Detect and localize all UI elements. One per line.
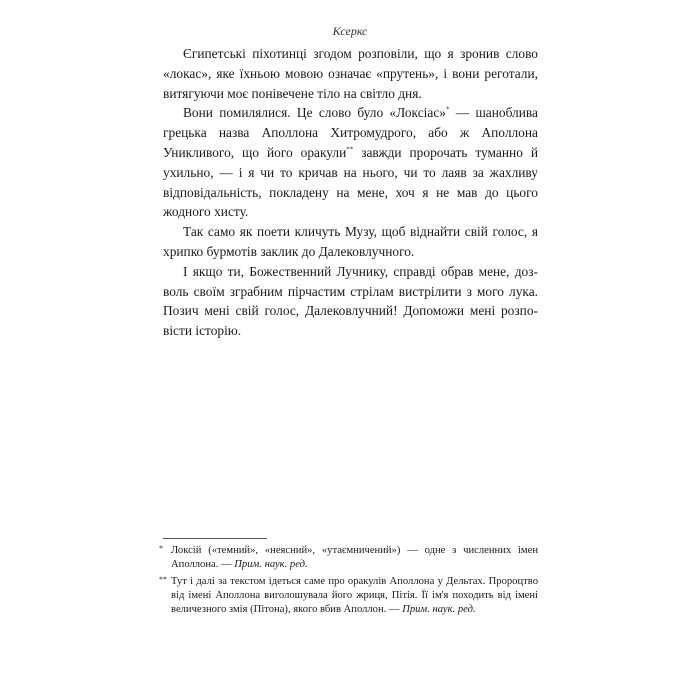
footnote-divider — [163, 538, 267, 539]
main-text — [163, 44, 538, 341]
footnote-2 — [159, 575, 538, 617]
footnote-1 — [159, 544, 538, 572]
paragraph-text: І якщо ти, Божественний Лучнику, справді обрав мене, дозволь своїм зграбним пірчастим стрілам вистрілити з мого лука. Позич мені свій голос, Далековлучний! Допоможи мені розповісти історію. — [163, 263, 538, 339]
footnote-editor-note: Прим. наук. ред. — [234, 559, 308, 570]
paragraph-text: Вони помилялися. Це слово було «Локсіас» — [183, 105, 446, 121]
paragraph-text: завжди пророчать туманно й ухильно, — і я чи то кричав на нього, чи то лаяв за жахливу відповідальність, покладену на мене, хоч я не мав до цього жодного хисту. — [163, 144, 538, 220]
footnote-text: Локсій («темний», «неясний», «утаємничений») — одне з численних імен Аполлона. — — [171, 545, 538, 570]
footnote-ref-1[interactable]: * — [445, 105, 450, 114]
paragraph-3 — [163, 222, 538, 262]
paragraph-text: — шаноблива грецька назва Аполлона Хитромудрого, або ж Аполлона Уникливого, що його оракули — [163, 105, 538, 160]
paragraph-text: Так само як поети кличуть Музу, щоб віднайти свій голос, я хрипко бурмотів заклик до Далековлучного. — [163, 224, 538, 259]
footnote-text: Тут і далі за текстом ідеться саме про оракулів Аполлона у Дельтах. Пророцтво від імені Аполлона виголошувала його жриця, Пітія. Її ім'я походить від імені величезного змія (Пітона), якого вбив Аполлон. — — [171, 576, 538, 615]
paragraph-4 — [163, 262, 538, 341]
paragraph-1 — [163, 44, 538, 103]
running-head: Ксеркс — [332, 24, 368, 38]
footnote-editor-note: Прим. наук. ред. — [402, 604, 476, 615]
footnotes — [159, 544, 538, 620]
paragraph-2 — [163, 103, 538, 222]
paragraph-text: Єгипетські піхотинці згодом розповіли, що я зронив слово «локас», яке їхньою мовою означає «прутень», і вони реготали, витягуючи моє понівечене тіло на світло дня. — [163, 46, 538, 101]
footnote-ref-2[interactable]: ** — [346, 145, 354, 154]
footnote-mark: ** — [159, 575, 167, 584]
footnote-mark: * — [159, 544, 163, 553]
